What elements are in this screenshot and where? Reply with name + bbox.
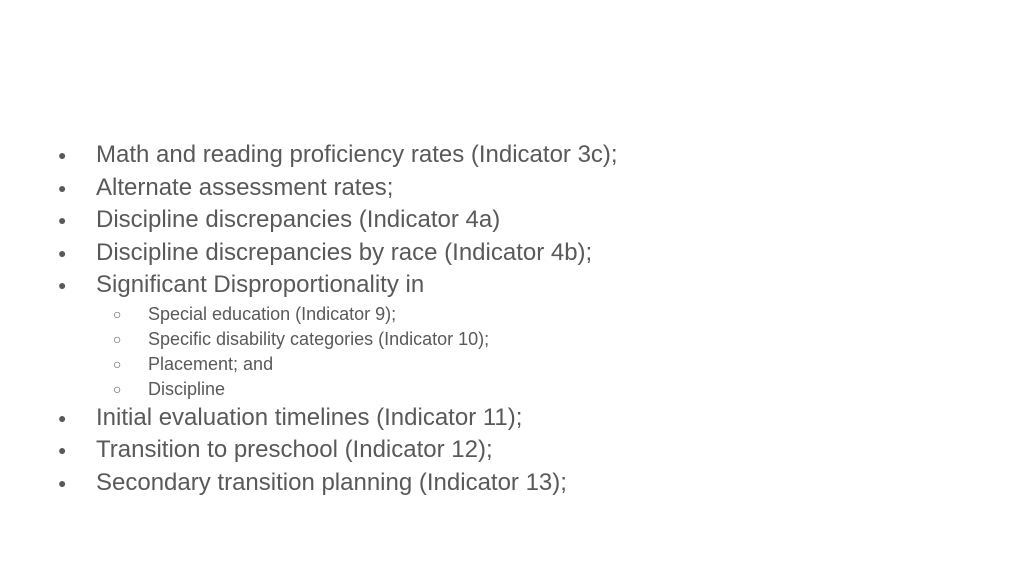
- list-item: [0, 402, 1024, 435]
- list-item-text: Math and reading proficiency rates (Indicator 3c);: [96, 141, 618, 168]
- hollow-bullet-icon: ○: [113, 305, 122, 322]
- sub-list-item: [0, 352, 1024, 377]
- list-item: [0, 204, 1024, 237]
- bullet-icon: ●: [58, 147, 67, 163]
- sub-list-item: [0, 377, 1024, 402]
- list-item-text: Significant Disproportionality in: [96, 271, 425, 298]
- sub-list-item-text: Specific disability categories (Indicator 10);: [148, 328, 490, 349]
- list-item-text: Discipline discrepancies by race (Indicator 4b);: [96, 238, 593, 266]
- sub-list-item-text: Special education (Indicator 9);: [148, 303, 397, 324]
- list-item: [0, 434, 1024, 467]
- bullet-icon: ●: [58, 179, 67, 196]
- list-item: [0, 269, 1024, 302]
- bullet-icon: ●: [58, 212, 67, 228]
- list-item-text: Secondary transition planning (Indicator 13);: [96, 468, 567, 496]
- bullet-list: [0, 139, 1024, 499]
- sub-list-item-text: Placement; and: [148, 353, 274, 374]
- hollow-bullet-icon: ○: [113, 355, 122, 372]
- list-item: [0, 237, 1024, 270]
- list-item: [0, 172, 1024, 205]
- bullet-icon: ●: [58, 244, 67, 261]
- list-item-text: Initial evaluation timelines (Indicator 11);: [96, 403, 523, 431]
- list-item-text: Alternate assessment rates;: [96, 173, 394, 201]
- bullet-icon: ●: [58, 474, 67, 491]
- bullet-icon: ●: [58, 277, 67, 293]
- bullet-icon: ●: [58, 442, 67, 458]
- list-item: [0, 467, 1024, 500]
- hollow-bullet-icon: ○: [113, 330, 122, 347]
- sub-list-item: [0, 327, 1024, 352]
- sub-list-item: [0, 302, 1024, 327]
- sub-list-item-text: Discipline: [148, 378, 226, 399]
- list-item-text: Transition to preschool (Indicator 12);: [96, 436, 493, 463]
- list-item-text: Discipline discrepancies (Indicator 4a): [96, 206, 501, 233]
- list-item: [0, 139, 1024, 172]
- hollow-bullet-icon: ○: [113, 380, 122, 397]
- bullet-icon: ●: [58, 409, 67, 426]
